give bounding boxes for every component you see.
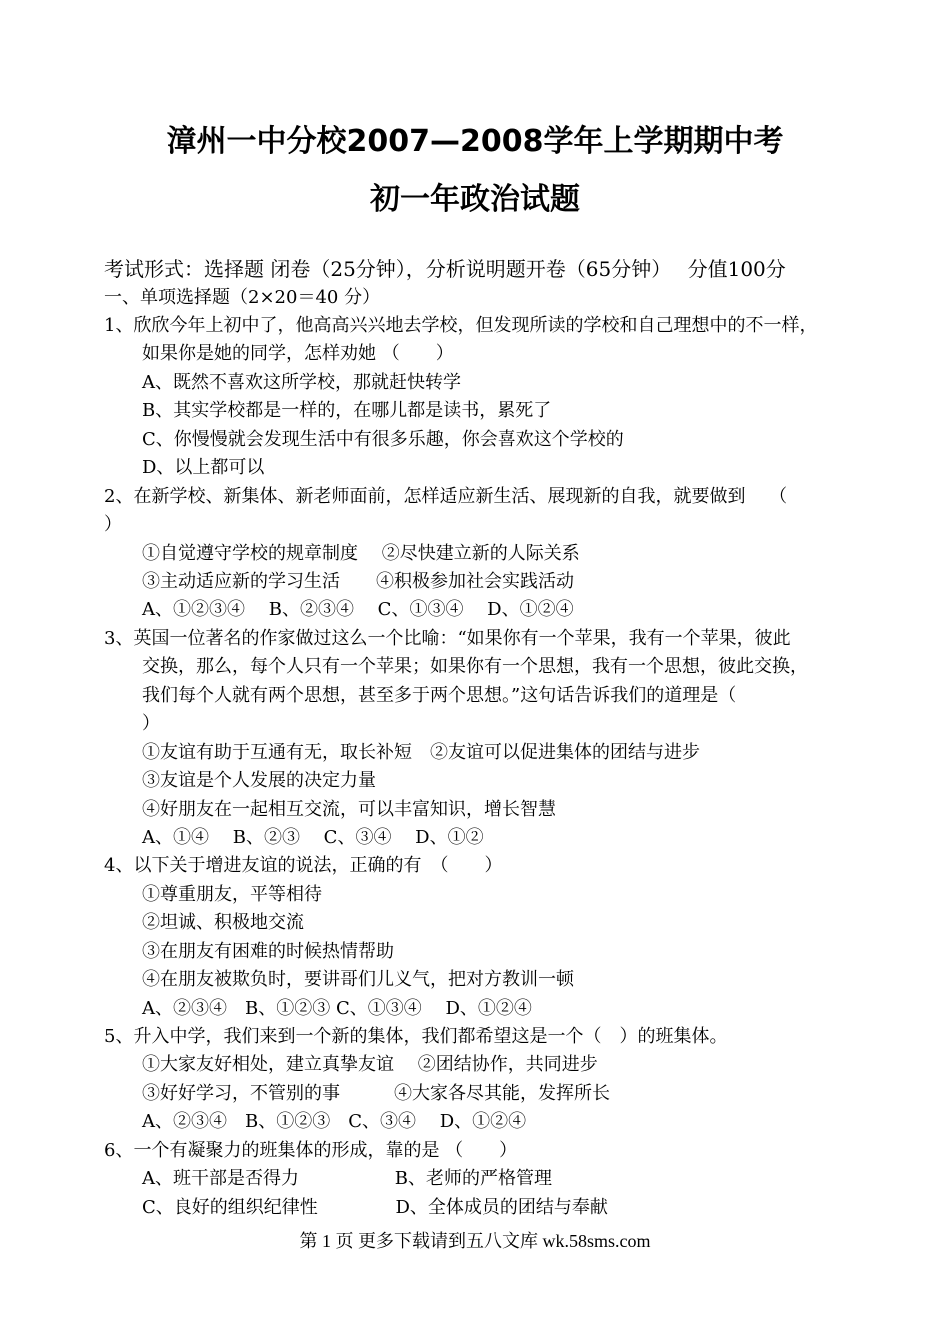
question-1-option-c: C、你慢慢就会发现生活中有很多乐趣，你会喜欢这个学校的 <box>142 429 624 450</box>
question-3-statement-3: ③友谊是个人发展的决定力量 <box>142 770 376 791</box>
question-3-stem-cont-2: 我们每个人就有两个思想，甚至多于两个思想。”这句话告诉我们的道理是（ <box>142 685 737 706</box>
question-3-options: A、①④ B、②③ C、③④ D、①② <box>142 827 484 848</box>
question-3-stem: 3、英国一位著名的作家做过这么一个比喻：“如果你有一个苹果，我有一个苹果，彼此 <box>104 628 791 649</box>
page-footer: 第 1 页 更多下载请到五八文库 wk.58sms.com <box>299 1231 651 1251</box>
exam-info: 考试形式：选择题 闭卷（25分钟），分析说明题开卷（65分钟） 分值100分 <box>104 257 786 281</box>
question-3-statement-1-2: ①友谊有助于互通有无，取长补短 ②友谊可以促进集体的团结与进步 <box>142 742 700 763</box>
question-1-option-b: B、其实学校都是一样的，在哪儿都是读书，累死了 <box>142 400 552 421</box>
question-1-stem-cont: 如果你是她的同学，怎样劝她 （ ） <box>142 343 454 364</box>
question-2-stem-cont: ） <box>104 514 122 535</box>
question-1-option-a: A、既然不喜欢这所学校，那就赶快转学 <box>142 372 461 393</box>
question-1-stem: 1、欣欣今年上初中了，他高高兴兴地去学校，但发现所读的学校和自己理想中的不一样， <box>104 315 818 336</box>
question-4-statement-3: ③在朋友有困难的时候热情帮助 <box>142 941 394 962</box>
question-1-option-d: D、以上都可以 <box>142 457 265 478</box>
question-6-stem: 6、一个有凝聚力的班集体的形成，靠的是 （ ） <box>104 1140 518 1161</box>
section-heading: 一、单项选择题（2×20＝40 分） <box>104 287 381 308</box>
question-2-options: A、①②③④ B、②③④ C、①③④ D、①②④ <box>142 599 574 620</box>
question-2-statements-1: ①自觉遵守学校的规章制度 ②尽快建立新的人际关系 <box>142 543 580 564</box>
exam-title: 漳州一中分校2007—2008学年上学期期中考 <box>166 124 784 159</box>
question-4-statement-4: ④在朋友被欺负时，要讲哥们儿义气，把对方教训一顿 <box>142 969 574 990</box>
question-3-statement-4: ④好朋友在一起相互交流，可以丰富知识，增长智慧 <box>142 799 556 820</box>
question-4-stem: 4、以下关于增进友谊的说法，正确的有 （ ） <box>104 855 503 876</box>
question-4-options: A、②③④ B、①②③ C、①③④ D、①②④ <box>142 998 532 1019</box>
question-6-options-ab: A、班干部是否得力 B、老师的严格管理 <box>142 1168 552 1189</box>
question-6-options-cd: C、良好的组织纪律性 D、全体成员的团结与奉献 <box>142 1197 608 1218</box>
question-5-options: A、②③④ B、①②③ C、③④ D、①②④ <box>142 1111 527 1132</box>
question-5-stem: 5、升入中学，我们来到一个新的集体，我们都希望这是一个（ ）的班集体。 <box>104 1026 728 1047</box>
question-2-statements-2: ③主动适应新的学习生活 ④积极参加社会实践活动 <box>142 571 574 592</box>
exam-subtitle: 初一年政治试题 <box>370 182 580 217</box>
question-3-stem-cont-1: 交换，那么，每个人只有一个苹果；如果你有一个思想，我有一个思想，彼此交换， <box>142 656 808 677</box>
question-5-statements-2: ③好好学习，不管别的事 ④大家各尽其能，发挥所长 <box>142 1083 610 1104</box>
question-4-statement-1: ①尊重朋友，平等相待 <box>142 884 322 905</box>
question-4-statement-2: ②坦诚、积极地交流 <box>142 912 304 933</box>
question-3-stem-cont-3: ） <box>142 713 160 734</box>
question-2-stem: 2、在新学校、新集体、新老师面前，怎样适应新生活、展现新的自我，就要做到 （ <box>104 486 788 507</box>
question-5-statements-1: ①大家友好相处，建立真挚友谊 ②团结协作，共同进步 <box>142 1054 598 1075</box>
